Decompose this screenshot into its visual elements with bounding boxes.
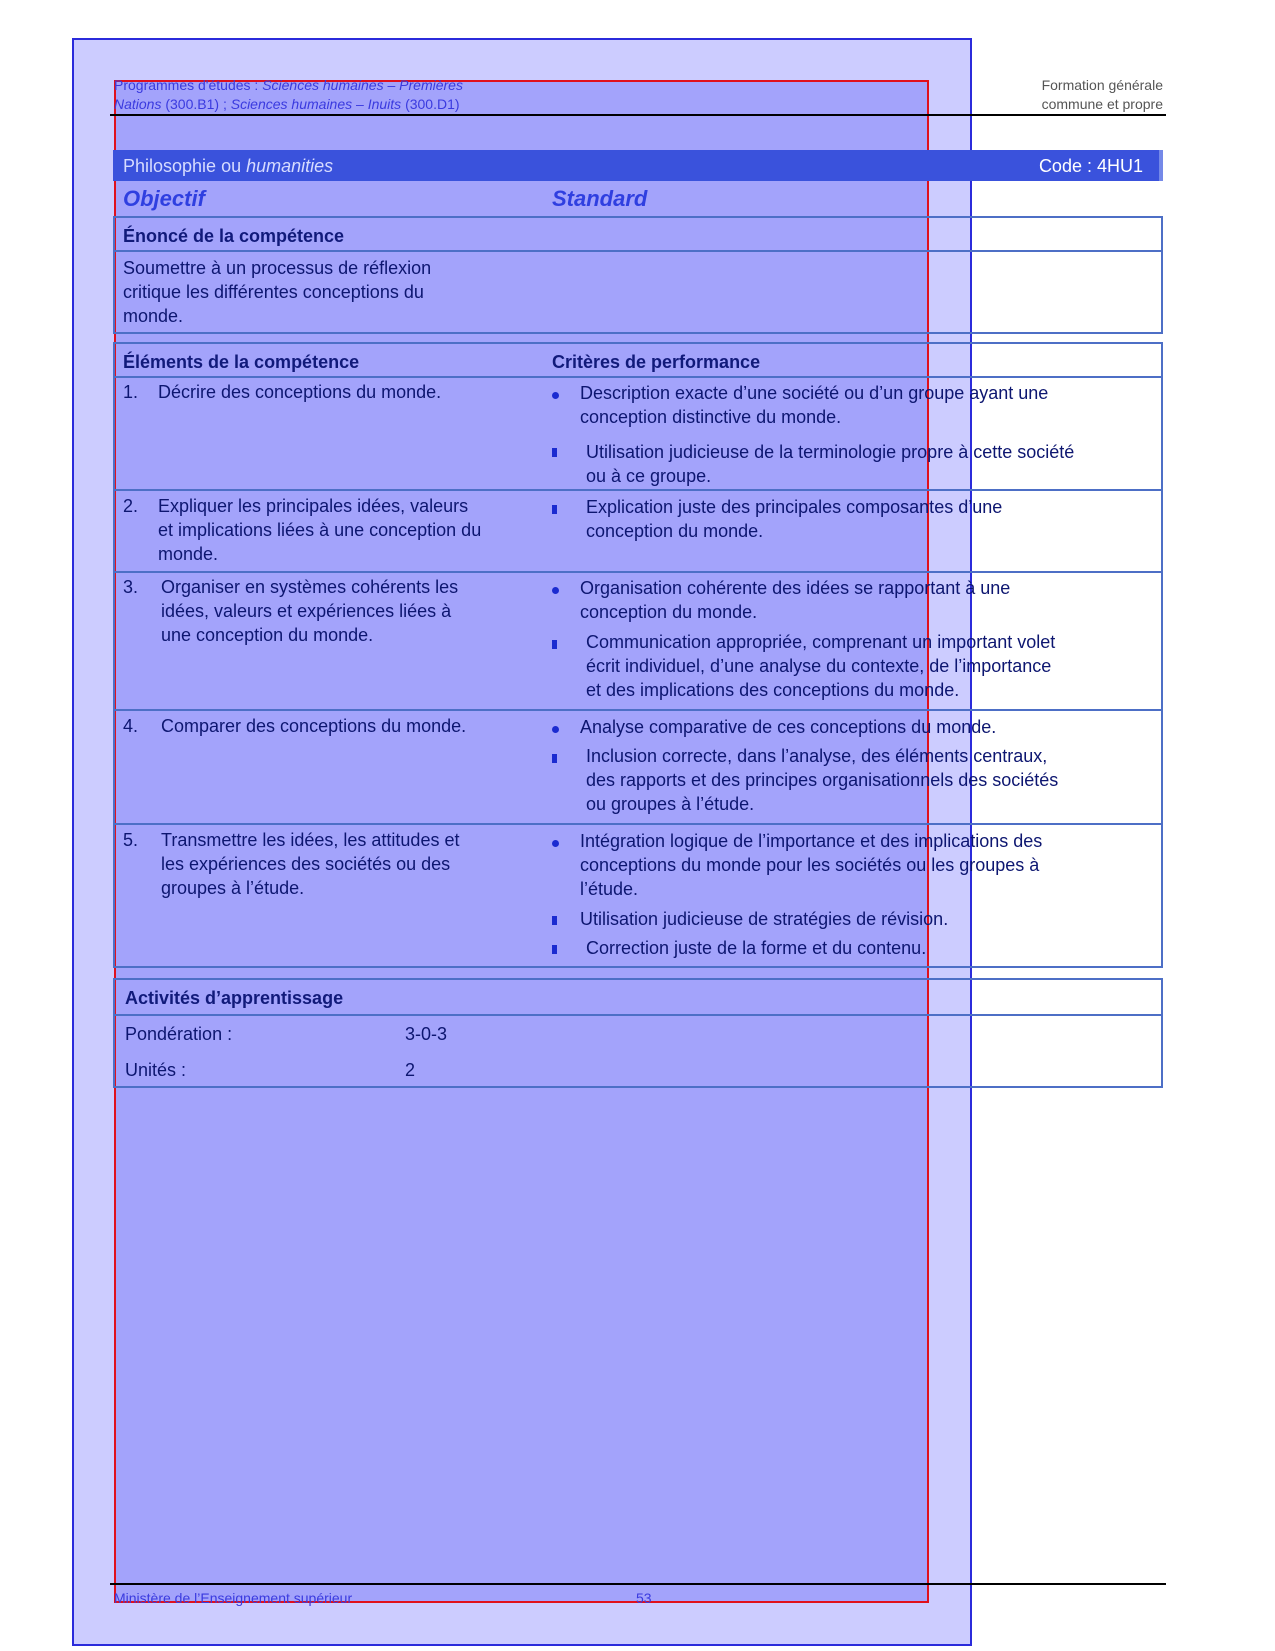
element-line: Décrire des conceptions du monde. [158, 382, 442, 402]
element-line: Organiser en systèmes cohérents les [161, 577, 459, 597]
running-header-right-line2: commune et propre [1041, 96, 1163, 112]
criterion-line: l’étude. [580, 879, 639, 899]
course-title-bar [113, 150, 1163, 181]
page-number: 53 [636, 1590, 652, 1606]
header-text: Nations [114, 96, 162, 112]
element-line: Expliquer les principales idées, valeurs [158, 496, 469, 516]
criteres-label: Critères de performance [552, 352, 761, 372]
header-text: Programmes d'études [114, 77, 251, 93]
criterion-line: écrit individuel, d’une analyse du contexte, de l’importance [586, 656, 1052, 676]
unites-label: Unités : [125, 1060, 187, 1080]
enonce-label: Énoncé de la compétence [123, 226, 345, 246]
criterion [586, 744, 1058, 816]
divider [115, 709, 1161, 711]
divider [115, 823, 1161, 825]
header-text: (300.D1) [401, 96, 460, 112]
header-text: (300.B1) ; [161, 96, 231, 112]
element-text [158, 494, 481, 566]
criterion-line: Explication juste des principales composantes d’une [586, 497, 1003, 517]
header-text: Inuits [367, 96, 402, 112]
criterion-line: Organisation cohérente des idées se rapportant à une [580, 578, 1011, 598]
footer-rule [110, 1583, 1166, 1585]
bullet-icon [552, 726, 559, 733]
element-text [161, 828, 459, 900]
criterion [580, 829, 1042, 901]
element-text [161, 714, 466, 738]
element-number: 3. [123, 577, 139, 597]
enonce-line: critique les différentes conceptions du [123, 282, 424, 302]
criterion-line: Description exacte d’une société ou d’un groupe ayant une [580, 383, 1049, 403]
unites-value: 2 [405, 1060, 416, 1080]
header-text: : [250, 77, 263, 93]
element-line: une conception du monde. [161, 625, 374, 645]
criterion [580, 576, 1010, 624]
bullet-icon [552, 640, 557, 649]
criterion-line: conception du monde. [580, 602, 758, 622]
ponderation-label: Pondération : [125, 1024, 233, 1044]
elements-criteres-box [113, 342, 1163, 968]
footer-text: Ministère de l’Enseignement supérieur [114, 1590, 353, 1606]
criterion [580, 907, 948, 931]
element-line: et implications liées à une conception du [158, 520, 482, 540]
bullet-icon [552, 587, 559, 594]
criterion-line: ou à ce groupe. [586, 466, 712, 486]
element-line: Comparer des conceptions du monde. [161, 716, 467, 736]
divider [115, 376, 1161, 378]
element-text [158, 380, 441, 404]
divider [115, 571, 1161, 573]
ponderation-value: 3-0-3 [405, 1024, 448, 1044]
criterion-line: Analyse comparative de ces conceptions du monde. [580, 717, 997, 737]
criterion-line: conception distinctive du monde. [580, 407, 842, 427]
criterion-line: Inclusion correcte, dans l’analyse, des éléments centraux, [586, 746, 1048, 766]
criterion-line: et des implications des conceptions du monde. [586, 680, 960, 700]
element-number: 1. [123, 382, 139, 402]
standard-heading: Standard [552, 186, 648, 211]
bullet-icon [552, 916, 557, 925]
enonce-line: Soumettre à un processus de réflexion [123, 258, 432, 278]
element-number: 5. [123, 830, 139, 850]
element-line: groupes à l’étude. [161, 878, 305, 898]
activites-label: Activités d’apprentissage [125, 988, 344, 1008]
criterion-line: Utilisation judicieuse de stratégies de révision. [580, 909, 949, 929]
criterion-line: ou groupes à l’étude. [586, 794, 755, 814]
element-text [161, 575, 458, 647]
header-text: Sciences humaines [230, 96, 353, 112]
divider [115, 1014, 1161, 1016]
running-header-line2 [114, 96, 460, 112]
header-text: – [352, 96, 368, 112]
header-text: – [383, 77, 400, 93]
running-header-right-line1: Formation générale [1041, 77, 1163, 93]
criterion-line: Correction juste de la forme et du contenu. [586, 938, 927, 958]
enonce-line: monde. [123, 306, 184, 326]
course-title-italic: humanities [246, 156, 334, 176]
element-line: idées, valeurs et expériences liées à [161, 601, 452, 621]
activites-box [113, 978, 1163, 1088]
header-text: Premières [399, 77, 463, 93]
bullet-icon [552, 840, 559, 847]
element-number: 2. [123, 496, 139, 516]
element-number: 4. [123, 716, 139, 736]
course-title-text: Philosophie ou [123, 156, 247, 176]
element-line: les expériences des sociétés ou des [161, 854, 451, 874]
divider [115, 489, 1161, 491]
criterion [586, 440, 1074, 488]
element-line: Transmettre les idées, les attitudes et [161, 830, 460, 850]
element-line: monde. [158, 544, 219, 564]
enonce-text [123, 256, 431, 328]
criterion-line: des rapports et des principes organisationnels des sociétés [586, 770, 1059, 790]
criterion [586, 936, 926, 960]
criterion [580, 381, 1048, 429]
header-rule [110, 114, 1166, 116]
elements-label: Éléments de la compétence [123, 352, 360, 372]
criterion-line: Communication appropriée, comprenant un important volet [586, 632, 1056, 652]
criterion [586, 495, 1002, 543]
course-title [123, 156, 333, 177]
criterion [586, 630, 1055, 702]
criterion-line: Intégration logique de l’importance et des implications des [580, 831, 1043, 851]
enonce-box [113, 216, 1163, 334]
criterion-line: conceptions du monde pour les sociétés ou les groupes à [580, 855, 1040, 875]
divider [115, 250, 1161, 252]
criterion-line: conception du monde. [586, 521, 764, 541]
bullet-icon [552, 754, 557, 763]
criterion-line: Utilisation judicieuse de la terminologie propre à cette société [586, 442, 1075, 462]
criterion [580, 715, 996, 739]
course-code: Code : 4HU1 [1038, 156, 1143, 176]
bullet-icon [552, 392, 559, 399]
objectif-heading: Objectif [123, 186, 205, 211]
running-header-line1 [114, 77, 463, 93]
bullet-icon [552, 448, 557, 457]
bullet-icon [552, 945, 557, 954]
bullet-icon [552, 505, 557, 514]
header-text: Sciences humaines [262, 77, 384, 93]
